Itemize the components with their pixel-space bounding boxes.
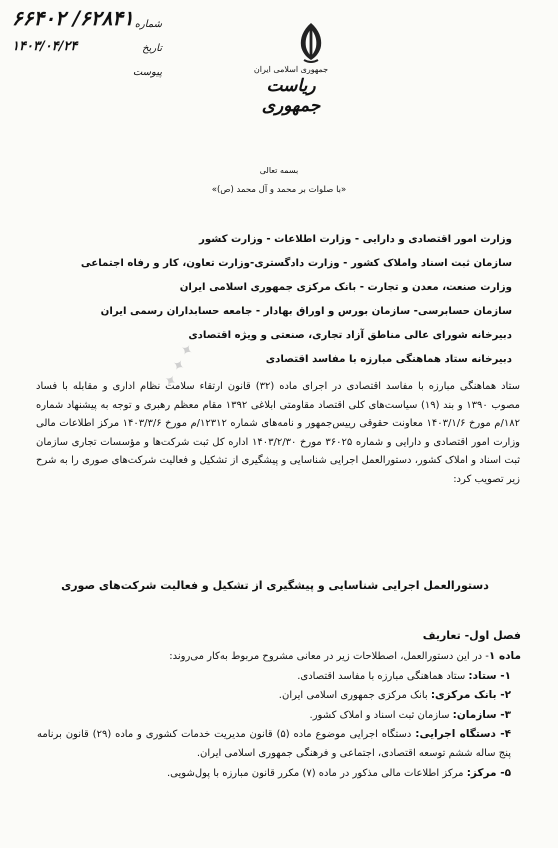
article-1-title: ماده ۱ — [488, 650, 521, 662]
intro-paragraph: ستاد هماهنگی مبارزه با مفاسد اقتصادی در اجرای ماده (۳۲) قانون ارتقاء سلامت نظام اداری و مقابله با فساد مصوب ۱۳۹۰ و بند (۱۹) سیاست‌های کلی اقتصاد مقاومتی ابلاغی ۱۳۹۲ مقام معظم رهبری و توجه به پیشنهاد شماره ۱۸۲/م مورخ ۱۴۰۳/۱/۶ معاونت حقوقی رییس‌جمهور و نامه‌های شماره ۱۲۳۱۲/م مورخ ۱۴۰۳/۳/۶ مرکز اطلاعات مالی وزارت امور اقتصادی و دارایی و شماره ۳۶۰۲۵ مورخ ۱۴۰۳/۲/۳۰ اداره کل ثبت شرکت‌ها و مؤسسات تجاری سازمان ثبت اسناد و املاک کشور، دستورالعمل اجرایی شناسایی و پیشگیری از تشکیل و فعالیت شرکت‌های صوری را به شرح زیر تصویب کرد: — [36, 381, 520, 485]
definition-term: ۴- دستگاه اجرایی: — [415, 728, 511, 741]
definition-item — [37, 706, 521, 726]
recipient-line: دبیرخانه ستاد هماهنگی مبارزه با مفاسد اقتصادی — [265, 354, 512, 365]
chapter-heading: فصل اول- تعاریف — [422, 629, 521, 642]
attachment-label: پیوست — [132, 67, 162, 78]
bismillah: بسمه تعالی — [259, 166, 299, 175]
letter-date: ۱۴۰۳/۰۴/۲۴ — [12, 39, 78, 54]
definition-item — [37, 667, 521, 687]
definition-term: ۳- سازمان: — [452, 708, 511, 721]
letter-number: ۶۲۸۴۱/ ۶۶۴۰۲ — [12, 6, 134, 30]
definition-term: ۵- مرکز: — [466, 766, 511, 779]
letter-meta — [12, 6, 162, 78]
definition-text: سازمان ثبت اسناد و املاک کشور. — [309, 709, 453, 721]
definition-item — [37, 764, 521, 784]
salawat: «با صلوات بر محمد و آل محمد (ص)» — [211, 185, 347, 195]
iran-emblem-icon — [294, 20, 328, 64]
number-label: شماره — [134, 19, 162, 30]
recipients-list — [72, 228, 512, 372]
recipient-line: دبیرخانه شورای عالی مناطق آزاد تجاری، صنعتی و ویژه اقتصادی — [188, 330, 512, 341]
definition-text: ستاد هماهنگی مبارزه با مفاسد اقتصادی. — [297, 670, 469, 682]
definition-item — [37, 686, 521, 706]
definition-item — [37, 725, 521, 763]
recipient-line: سازمان حسابرسی- سازمان بورس و اوراق بهادار - جامعه حسابداران رسمی ایران — [100, 306, 512, 317]
definition-text: دستگاه اجرایی موضوع ماده (۵) قانون مدیریت خدمات کشوری و ماده (۲۹) قانون برنامه پنج ساله ششم توسعه اقتصادی، اجتماعی و فرهنگی جمهوری اسلامی ایران. — [37, 729, 511, 759]
org-line-1: جمهوری اسلامی ایران — [253, 65, 329, 74]
recipient-line: سازمان ثبت اسناد واملاک کشور - وزارت دادگستری-وزارت تعاون، کار و رفاه اجتماعی — [80, 258, 512, 269]
watermark-stamp: ✦ ✦ ✦ — [160, 340, 199, 391]
definition-term: ۲- بانک مرکزی: — [430, 689, 511, 702]
recipient-line: وزارت امور اقتصادی و دارایی - وزارت اطلاعات - وزارت کشور — [198, 234, 512, 245]
definition-text: مرکز اطلاعات مالی مذکور در ماده (۷) مکرر قانون مبارزه با پول‌شویی. — [166, 767, 467, 779]
issuing-organization — [238, 65, 344, 116]
date-label: تاریخ — [142, 43, 162, 54]
org-line-2: ریاست جمهوری — [261, 76, 321, 116]
definition-term: ۱- ستاد: — [468, 669, 511, 682]
article-1 — [37, 647, 521, 667]
definitions-section — [37, 647, 521, 783]
document-title: دستورالعمل اجرایی شناسایی و پیشگیری از تشکیل و فعالیت شرکت‌های صوری — [61, 579, 489, 592]
article-1-text: - در این دستورالعمل، اصطلاحات زیر در معانی مشروح مربوط به‌کار می‌روند: — [169, 651, 489, 662]
recipient-line: وزارت صنعت، معدن و تجارت - بانک مرکزی جمهوری اسلامی ایران — [179, 282, 512, 293]
definition-text: بانک مرکزی جمهوری اسلامی ایران. — [278, 690, 431, 702]
